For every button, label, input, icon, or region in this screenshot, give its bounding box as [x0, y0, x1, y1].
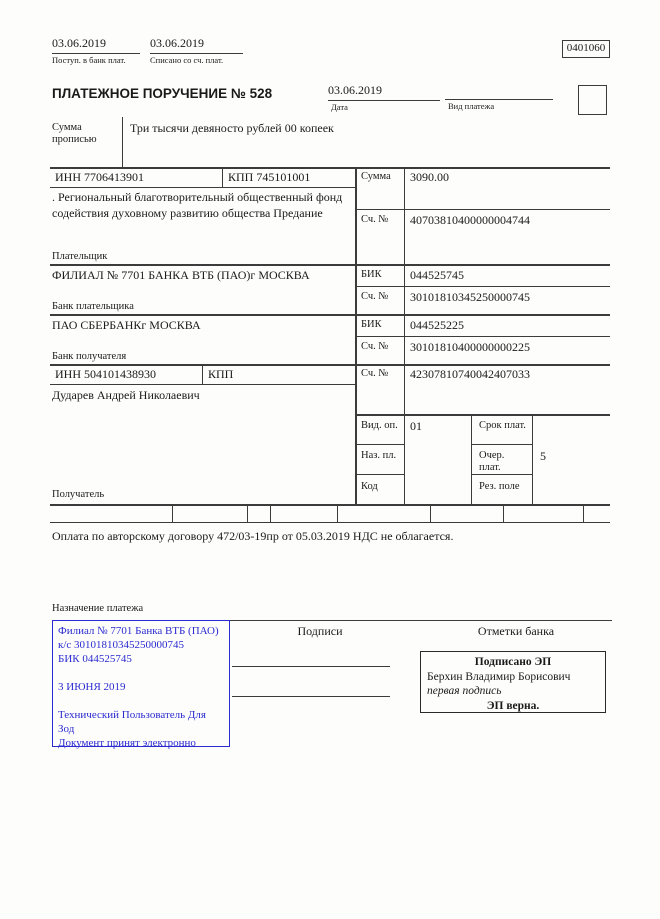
priority-checkbox: [578, 85, 607, 115]
signatures-header: Подписи: [297, 624, 343, 638]
table-rule-line: [472, 444, 533, 445]
payer-kpp: КПП 745101001: [228, 170, 311, 184]
table-rule-line: [50, 187, 356, 188]
payer-bank-bik-value: 044525745: [410, 268, 464, 282]
table-rule-line: [230, 620, 612, 621]
table-rule-line: [122, 117, 123, 167]
document-title: ПЛАТЕЖНОЕ ПОРУЧЕНИЕ № 528: [52, 86, 273, 101]
payee-bank-label: Банк получателя: [52, 351, 127, 362]
table-rule-line: [532, 414, 533, 506]
debited-from-account-field: [150, 36, 243, 65]
table-rule-line: [270, 504, 271, 523]
table-rule-line: [356, 414, 610, 416]
payer-bank-account-label: Сч. №: [361, 291, 389, 302]
received-in-bank-field: [52, 36, 140, 65]
payee-bank-bik-label: БИК: [361, 319, 382, 330]
stamp-line: Технический Пользователь Для: [58, 709, 206, 721]
signature-verified: ЭП верна.: [486, 700, 540, 713]
payer-account-value: 40703810400000004744: [410, 213, 530, 227]
table-rule-line: [50, 522, 610, 523]
table-rule-line: [50, 384, 356, 385]
received-in-bank-date: 03.06.2019: [52, 36, 140, 54]
stamp-line: [58, 666, 224, 680]
stamp-line: Документ принят электронно: [58, 737, 196, 749]
payee-bank-account-value: 30101810400000000225: [410, 340, 530, 354]
payer-label: Плательщик: [52, 251, 108, 262]
table-rule-line: [232, 696, 390, 697]
amount-words-value: Три тысячи девяносто рублей 00 копеек: [130, 121, 334, 135]
priority-value: 5: [540, 449, 546, 463]
table-rule-line: [50, 314, 610, 316]
code-label: Код: [361, 481, 378, 492]
stamp-line: Зод: [58, 723, 75, 735]
table-rule-line: [247, 504, 248, 523]
payee-label: Получатель: [52, 489, 105, 500]
table-rule-line: [50, 167, 610, 169]
table-rule-line: [356, 474, 405, 475]
debited-from-account-label: Списано со сч. плат.: [150, 55, 224, 65]
received-in-bank-label: Поступ. в банк плат.: [52, 55, 126, 65]
payee-bank-bik-value: 044525225: [410, 318, 464, 332]
payer-name: . Региональный благотворительный общественный фонд содействия духовному развитию общества Предание: [52, 190, 343, 220]
table-rule-line: [356, 286, 610, 287]
table-rule-line: [471, 414, 472, 506]
payee-account-label: Сч. №: [361, 368, 389, 379]
pay-term-label: Срок плат.: [479, 420, 526, 431]
payee-bank-name: ПАО СБЕРБАНКг МОСКВА: [52, 318, 201, 332]
payee-name: Дударев Андрей Николаевич: [52, 388, 200, 402]
op-type-label: Вид. оп.: [361, 420, 398, 431]
payer-bank-account-value: 30101810345250000745: [410, 290, 530, 304]
table-rule-line: [50, 264, 610, 266]
op-type-value: 01: [410, 419, 422, 433]
bank-electronic-stamp: [52, 620, 230, 747]
form-code-box: 0401060: [562, 40, 610, 58]
payee-kpp: КПП: [208, 367, 234, 381]
table-rule-line: [503, 504, 504, 523]
payee-bank-account-label: Сч. №: [361, 341, 389, 352]
table-rule-line: [222, 167, 223, 188]
reserve-field-label: Рез. поле: [479, 481, 520, 492]
date-label: Дата: [331, 102, 348, 112]
priority-label: Очер. плат.: [479, 450, 505, 474]
purpose-code-label: Наз. пл.: [361, 450, 397, 461]
payment-purpose-text: Оплата по авторскому договору 472/03-19пр от 05.03.2019 НДС не облагается.: [52, 529, 454, 543]
date-value: 03.06.2019: [328, 83, 440, 101]
payment-type-label: Вид платежа: [448, 101, 495, 111]
payee-inn: ИНН 504101438930: [55, 367, 156, 381]
payer-account-label: Сч. №: [361, 214, 389, 225]
debited-from-account-date: 03.06.2019: [150, 36, 243, 54]
signature-kind: первая подпись: [427, 685, 502, 698]
stamp-line: Филиал № 7701 Банка ВТБ (ПАО): [58, 625, 219, 637]
table-rule-line: [583, 504, 584, 523]
table-rule-line: [50, 364, 610, 366]
table-rule-line: [50, 504, 610, 506]
payment-type-value: [445, 83, 553, 100]
stamp-line: БИК 044525745: [58, 653, 132, 665]
payment-purpose-label: Назначение платежа: [52, 603, 144, 614]
date-field: [328, 83, 440, 112]
payer-bank-label: Банк плательщика: [52, 301, 134, 312]
table-rule-line: [356, 444, 405, 445]
sum-label: Сумма: [361, 171, 391, 182]
stamp-line: к/с 30101810345250000745: [58, 639, 185, 651]
table-rule-line: [337, 504, 338, 523]
payer-bank-bik-label: БИК: [361, 269, 382, 280]
sum-value: 3090.00: [410, 170, 449, 184]
table-rule-line: [356, 336, 610, 337]
electronic-signature-box: [420, 651, 606, 713]
stamp-line: 3 ИЮНЯ 2019: [58, 681, 126, 693]
payment-type-field: [445, 83, 553, 111]
amount-words-label: Сумма прописью: [52, 122, 97, 146]
payer-inn: ИНН 7706413901: [55, 170, 144, 184]
payer-bank-name: ФИЛИАЛ № 7701 БАНКА ВТБ (ПАО)г МОСКВА: [52, 268, 310, 282]
table-rule-line: [172, 504, 173, 523]
table-rule-line: [355, 167, 357, 506]
stamp-line: [58, 694, 224, 708]
table-rule-line: [356, 209, 610, 210]
signer-name: Берхин Владимир Борисович: [427, 670, 571, 683]
table-rule-line: [404, 167, 405, 506]
bank-marks-header: Отметки банка: [477, 624, 555, 638]
table-rule-line: [202, 364, 203, 385]
payee-account-value: 42307810740042407033: [410, 367, 530, 381]
table-rule-line: [430, 504, 431, 523]
signed-with-es-title: Подписано ЭП: [474, 656, 552, 668]
table-rule-line: [472, 474, 533, 475]
table-rule-line: [232, 666, 390, 667]
